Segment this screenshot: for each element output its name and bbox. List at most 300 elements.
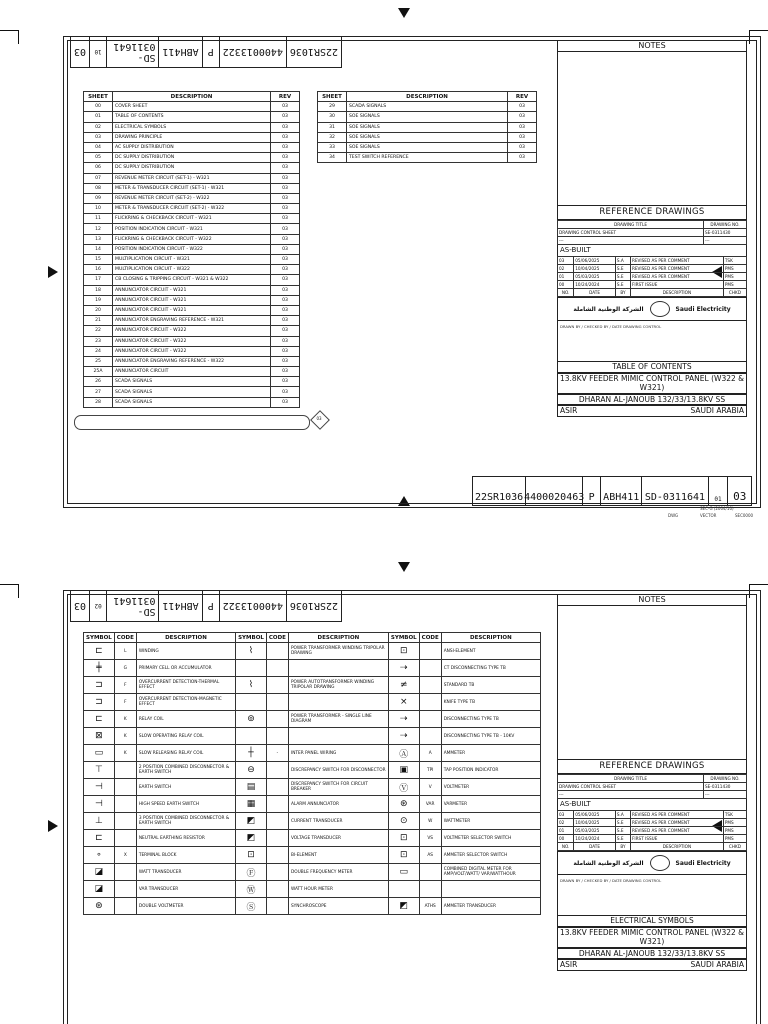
toc-sheet-no: 09 bbox=[84, 193, 113, 203]
toc-sheet-no: 16 bbox=[84, 265, 113, 275]
toc-row bbox=[84, 183, 300, 193]
symbol-description: HIGH SPEED EARTH SWITCH bbox=[136, 796, 235, 813]
toc-rev: 03 bbox=[271, 285, 300, 295]
toc-description: SCADA SIGNALS bbox=[113, 377, 271, 387]
revision-header: NO. bbox=[558, 289, 574, 297]
symbol-description: POWER TRANSFORMER - SINGLE LINE DIAGRAM bbox=[288, 711, 388, 728]
revision-header: CHKD bbox=[723, 843, 746, 851]
symbol-code: VAR bbox=[419, 796, 441, 813]
revision-row bbox=[558, 273, 747, 281]
country: SAUDI ARABIA bbox=[690, 406, 744, 415]
reference-drawings-table bbox=[557, 220, 747, 245]
toc-description: REVENUE METER CIRCUIT (SET-2) - W322 bbox=[113, 193, 271, 203]
symbol-glyph-icon bbox=[236, 728, 267, 745]
symbol-row bbox=[84, 762, 541, 779]
toc-rev: 03 bbox=[271, 356, 300, 366]
toc-rev: 03 bbox=[271, 224, 300, 234]
symbol-row bbox=[84, 745, 541, 762]
company-logo-icon bbox=[650, 855, 670, 871]
revision-cell: 01 bbox=[558, 827, 574, 835]
toc-sheet-no: 33 bbox=[318, 142, 347, 152]
symbol-description: AMMETER SELECTOR SWITCH bbox=[441, 847, 540, 864]
sheet-title: ELECTRICAL SYMBOLS bbox=[557, 915, 747, 927]
symbol-description: DISCONNECTING TYPE TB - 10KV bbox=[441, 728, 540, 745]
symbol-description: DISCONNECTING TYPE TB bbox=[441, 711, 540, 728]
toc-sheet-no: 25 bbox=[84, 356, 113, 366]
revision-cell: PMS bbox=[723, 281, 746, 289]
revision-cell: PMS bbox=[723, 835, 746, 843]
crop-mark bbox=[18, 584, 19, 598]
symbol-glyph-icon: ≠ bbox=[388, 677, 419, 694]
symbol-code bbox=[114, 796, 136, 813]
toc-sheet-no: 23 bbox=[84, 336, 113, 346]
col-code: CODE bbox=[266, 633, 288, 643]
strip-sheet: 02 bbox=[90, 591, 107, 621]
symbol-glyph-icon: ⊡ bbox=[388, 830, 419, 847]
revision-cell: S.E bbox=[615, 265, 630, 273]
revision-header: NO. bbox=[558, 843, 574, 851]
toc-sheet-no: 30 bbox=[318, 112, 347, 122]
footer-code: DWG bbox=[668, 513, 679, 518]
revision-cell: FIRST ISSUE bbox=[630, 281, 723, 289]
toc-row bbox=[84, 112, 300, 122]
company-english-name: Saudi Electricity bbox=[675, 305, 731, 313]
toc-row bbox=[84, 132, 300, 142]
ref-col-title: DRAWING TITLE bbox=[558, 775, 704, 783]
symbol-glyph-icon: ▭ bbox=[388, 864, 419, 881]
revision-cell: 00 bbox=[558, 281, 574, 289]
revision-cell: S.E bbox=[615, 819, 630, 827]
symbol-description: POWER AUTOTRANSFORMER WINDING TRIPOLAR DRAWING bbox=[288, 677, 388, 694]
symbol-row bbox=[84, 779, 541, 796]
strip-section: P bbox=[203, 591, 220, 621]
symbol-code bbox=[419, 660, 441, 677]
symbol-code bbox=[419, 864, 441, 881]
revision-cell: REVISED AS PER COMMENT bbox=[630, 257, 723, 265]
symbol-row bbox=[84, 813, 541, 830]
crop-mark bbox=[0, 584, 18, 585]
toc-row bbox=[84, 142, 300, 152]
toc-description: SOE SIGNALS bbox=[347, 132, 508, 142]
region: ASIR bbox=[560, 406, 578, 415]
strip-section: P bbox=[203, 37, 220, 67]
revision-cell: PMS bbox=[723, 819, 746, 827]
symbol-row bbox=[84, 711, 541, 728]
bottom-drawing-no: SD-0311641 bbox=[641, 477, 707, 505]
bottom-section: P bbox=[582, 477, 600, 505]
col-symbol: SYMBOL bbox=[84, 633, 115, 643]
revision-cell: S.E bbox=[615, 273, 630, 281]
revision-cell: 02 bbox=[558, 265, 574, 273]
symbol-description: 2 POSITION COMBINED DISCONNECTOR & EARTH SWITCH bbox=[136, 762, 235, 779]
toc-rev: 03 bbox=[271, 132, 300, 142]
region: ASIR bbox=[560, 960, 578, 969]
symbol-glyph-icon: ∘ bbox=[84, 847, 115, 864]
toc-description: ANNUNCIATOR CIRCUIT - W321 bbox=[113, 285, 271, 295]
toc-row bbox=[84, 204, 300, 214]
toc-description: SCADA SIGNALS bbox=[113, 387, 271, 397]
toc-sheet-no: 27 bbox=[84, 387, 113, 397]
symbol-code bbox=[114, 898, 136, 915]
symbol-description: CURRENT TRANSDUCER bbox=[288, 813, 388, 830]
symbol-glyph-icon: Ⓦ bbox=[236, 881, 267, 898]
revision-cell: 10/24/2024 bbox=[574, 835, 616, 843]
toc-rev: 03 bbox=[508, 142, 537, 152]
location-title: DHARAN AL-JANOUB 132/33/13.8KV SS bbox=[557, 394, 747, 406]
symbol-glyph-icon: ◩ bbox=[236, 813, 267, 830]
toc-sheet-no: 13 bbox=[84, 234, 113, 244]
col-rev: REV bbox=[508, 92, 537, 102]
toc-rev: 03 bbox=[508, 102, 537, 112]
revision-cell: 05/06/2025 bbox=[574, 257, 616, 265]
symbol-description: EARTH SWITCH bbox=[136, 779, 235, 796]
symbol-description: SYNCHROSCOPE bbox=[288, 898, 388, 915]
symbol-code bbox=[266, 881, 288, 898]
toc-description: ELECTRICAL SYMBOLS bbox=[113, 122, 271, 132]
as-built-label: AS-BUILT bbox=[557, 799, 747, 810]
toc-row bbox=[84, 224, 300, 234]
toc-description: ANNUNCIATOR CIRCUIT - W321 bbox=[113, 295, 271, 305]
revision-header: DATE bbox=[574, 843, 616, 851]
notes-area bbox=[557, 52, 747, 205]
toc-description: SOE SIGNALS bbox=[347, 112, 508, 122]
toc-row bbox=[84, 397, 300, 407]
revision-row bbox=[558, 835, 747, 843]
toc-sheet-no: 20 bbox=[84, 305, 113, 315]
symbol-code: K bbox=[114, 711, 136, 728]
bottom-rev: 03 bbox=[727, 477, 751, 505]
symbol-code bbox=[419, 694, 441, 711]
symbol-glyph-icon: ┼ bbox=[236, 745, 267, 762]
toc-sheet-no: 06 bbox=[84, 163, 113, 173]
ref-title: --- bbox=[558, 791, 704, 799]
col-code: CODE bbox=[114, 633, 136, 643]
crop-mark bbox=[750, 30, 768, 31]
symbol-glyph-icon bbox=[388, 881, 419, 898]
center-arrow-icon bbox=[398, 8, 410, 18]
toc-rev: 03 bbox=[271, 346, 300, 356]
symbol-row bbox=[84, 660, 541, 677]
ref-col-title: DRAWING TITLE bbox=[558, 221, 704, 229]
revision-row bbox=[558, 811, 747, 819]
toc-description: METER & TRANSDUCER CIRCUIT (SET-1) - W321 bbox=[113, 183, 271, 193]
company-logo-icon bbox=[650, 301, 670, 317]
revision-cell: 10/04/2025 bbox=[574, 265, 616, 273]
toc-row bbox=[84, 173, 300, 183]
toc-description: TEST SWITCH REFERENCE bbox=[347, 153, 508, 163]
bottom-contract: 4400020463 bbox=[525, 477, 582, 505]
symbol-description: WINDING bbox=[136, 643, 235, 660]
toc-sheet-no: 24 bbox=[84, 346, 113, 356]
symbol-code bbox=[114, 881, 136, 898]
symbol-glyph-icon: ⊛ bbox=[388, 796, 419, 813]
toc-sheet-no: 10 bbox=[84, 204, 113, 214]
toc-row bbox=[84, 377, 300, 387]
toc-rev: 03 bbox=[271, 295, 300, 305]
revision-row bbox=[558, 265, 747, 273]
revision-cell: PMS bbox=[723, 827, 746, 835]
revision-cell: REVISED AS PER COMMENT bbox=[630, 819, 723, 827]
region-row bbox=[557, 959, 747, 971]
col-description: DESCRIPTION bbox=[136, 633, 235, 643]
symbol-row bbox=[84, 898, 541, 915]
strip-contract: 4400013322 bbox=[220, 591, 287, 621]
ref-no: --- bbox=[704, 237, 747, 245]
toc-row bbox=[84, 316, 300, 326]
toc-row bbox=[84, 356, 300, 366]
symbol-glyph-icon: ⊣ bbox=[84, 796, 115, 813]
symbol-glyph-icon: ⌇ bbox=[236, 677, 267, 694]
symbol-description: NEUTRAL EARTHING RESISTOR bbox=[136, 830, 235, 847]
symbol-code: K bbox=[114, 728, 136, 745]
toc-row bbox=[84, 122, 300, 132]
toc-row bbox=[318, 112, 537, 122]
revision-cell: PMS bbox=[723, 265, 746, 273]
symbol-code: AS bbox=[419, 847, 441, 864]
symbol-code bbox=[419, 881, 441, 898]
revision-cell: S.E bbox=[615, 835, 630, 843]
symbol-code bbox=[266, 813, 288, 830]
symbol-glyph-icon: ⊙ bbox=[388, 813, 419, 830]
symbol-glyph-icon: ⊏ bbox=[84, 643, 115, 660]
symbol-glyph-icon: × bbox=[388, 694, 419, 711]
symbol-glyph-icon: Ⓐ bbox=[388, 745, 419, 762]
toc-row bbox=[84, 305, 300, 315]
company-block bbox=[557, 851, 747, 875]
col-rev: REV bbox=[271, 92, 300, 102]
toc-sheet-no: 14 bbox=[84, 244, 113, 254]
toc-rev: 03 bbox=[271, 173, 300, 183]
revision-cell: 00 bbox=[558, 835, 574, 843]
toc-row bbox=[318, 122, 537, 132]
symbol-description: TERMINAL BLOCK bbox=[136, 847, 235, 864]
symbol-code bbox=[114, 779, 136, 796]
revision-cell: TSK bbox=[723, 257, 746, 265]
revision-header-row bbox=[558, 843, 747, 851]
symbol-code bbox=[114, 813, 136, 830]
footer-code: SEC-G (2004/10) bbox=[700, 506, 734, 511]
center-arrow-icon bbox=[48, 820, 58, 832]
symbol-description: TAP POSITION INDICATOR bbox=[441, 762, 540, 779]
toc-description: ANNUNCIATOR CIRCUIT - W322 bbox=[113, 326, 271, 336]
strip-plant: ABH411 bbox=[159, 591, 202, 621]
symbol-glyph-icon: ⊡ bbox=[236, 847, 267, 864]
toc-description: SOE SIGNALS bbox=[347, 122, 508, 132]
toc-sheet-no: 01 bbox=[84, 112, 113, 122]
symbol-glyph-icon: ⊣ bbox=[84, 779, 115, 796]
strip-job-order: 22SR1036 bbox=[289, 46, 338, 58]
toc-rev: 03 bbox=[271, 255, 300, 265]
symbol-description: DOUBLE FREQUENCY METER bbox=[288, 864, 388, 881]
toc-rev: 03 bbox=[508, 122, 537, 132]
revision-cell: S.A bbox=[615, 257, 630, 265]
toc-description: COVER SHEET bbox=[113, 102, 271, 112]
symbol-description: PRIMARY CELL OR ACCUMULATOR bbox=[136, 660, 235, 677]
toc-description: SCADA SIGNALS bbox=[113, 397, 271, 407]
toc-rev: 03 bbox=[271, 316, 300, 326]
center-arrow-icon bbox=[48, 266, 58, 278]
notes-heading: NOTES bbox=[557, 594, 747, 606]
col-sheet: SHEET bbox=[84, 92, 113, 102]
symbol-glyph-icon: ◪ bbox=[84, 881, 115, 898]
toc-description: SOE SIGNALS bbox=[347, 142, 508, 152]
toc-rev: 03 bbox=[271, 367, 300, 377]
symbol-code: VS bbox=[419, 830, 441, 847]
revision-table bbox=[557, 810, 747, 851]
toc-rev: 03 bbox=[508, 132, 537, 142]
toc-description: POSITION INDICATION CIRCUIT - W322 bbox=[113, 244, 271, 254]
strip-plant: ABH411 bbox=[159, 37, 202, 67]
col-description: DESCRIPTION bbox=[113, 92, 271, 102]
symbol-description: OVERCURRENT DETECTION-MAGNETIC EFFECT bbox=[136, 694, 235, 711]
toc-rev: 03 bbox=[271, 397, 300, 407]
revision-cell: S.E bbox=[615, 281, 630, 289]
symbol-glyph-icon: ▭ bbox=[84, 745, 115, 762]
toc-row bbox=[318, 132, 537, 142]
symbol-description: AMMETER bbox=[441, 745, 540, 762]
symbol-code bbox=[266, 830, 288, 847]
symbol-description: VOLTAGE TRANSDUCER bbox=[288, 830, 388, 847]
symbol-glyph-icon: ⇢ bbox=[388, 728, 419, 745]
title-block bbox=[557, 594, 747, 971]
symbol-glyph-icon: ⊠ bbox=[84, 728, 115, 745]
symbol-glyph-icon: ⊛ bbox=[84, 898, 115, 915]
toc-sheet-no: 22 bbox=[84, 326, 113, 336]
symbol-glyph-icon: ⊏ bbox=[84, 711, 115, 728]
toc-row bbox=[84, 346, 300, 356]
symbol-code bbox=[419, 643, 441, 660]
region-row bbox=[557, 405, 747, 417]
revision-header: DESCRIPTION bbox=[630, 843, 723, 851]
symbol-code: F bbox=[114, 694, 136, 711]
symbol-description: KNIFE TYPE TB bbox=[441, 694, 540, 711]
toc-description: CB CLOSING & TRIPPING CIRCUIT - W321 & W322 bbox=[113, 275, 271, 285]
revision-header-row bbox=[558, 289, 747, 297]
symbol-glyph-icon: ◩ bbox=[236, 830, 267, 847]
symbol-description: SLOW OPERATING RELAY COIL bbox=[136, 728, 235, 745]
symbol-code bbox=[266, 643, 288, 660]
symbol-glyph-icon: ◪ bbox=[84, 864, 115, 881]
revision-header: DESCRIPTION bbox=[630, 289, 723, 297]
symbol-glyph-icon: ╪ bbox=[84, 660, 115, 677]
toc-sheet-no: 28 bbox=[84, 397, 113, 407]
revision-row bbox=[558, 257, 747, 265]
toc-row bbox=[84, 214, 300, 224]
toc-rev: 03 bbox=[271, 305, 300, 315]
symbol-glyph-icon: ⌇ bbox=[236, 643, 267, 660]
symbol-code bbox=[266, 677, 288, 694]
revision-row bbox=[558, 819, 747, 827]
toc-sheet-no: 25A bbox=[84, 367, 113, 377]
symbol-code bbox=[266, 847, 288, 864]
symbol-row bbox=[84, 694, 541, 711]
symbol-row bbox=[84, 864, 541, 881]
col-code: CODE bbox=[419, 633, 441, 643]
toc-description: ANNUNCIATOR CIRCUIT - W321 bbox=[113, 305, 271, 315]
symbol-row bbox=[84, 847, 541, 864]
symbol-description: OVERCURRENT DETECTION-THERMAL EFFECT bbox=[136, 677, 235, 694]
toc-sheet-no: 05 bbox=[84, 153, 113, 163]
revision-cell: 10/04/2025 bbox=[574, 819, 616, 827]
symbol-glyph-icon: ▦ bbox=[236, 796, 267, 813]
symbol-glyph-icon: Ⓕ bbox=[236, 864, 267, 881]
toc-description: FLICKRING & CHECKBACK CIRCUIT - W322 bbox=[113, 234, 271, 244]
col-description: DESCRIPTION bbox=[288, 633, 388, 643]
as-built-label: AS-BUILT bbox=[557, 245, 747, 256]
ref-title: DRAWING CONTROL SHEET bbox=[558, 229, 704, 237]
symbol-description: DISCREPANCY SWITCH FOR DISCONNECTOR bbox=[288, 762, 388, 779]
symbol-description bbox=[441, 881, 540, 898]
revision-row bbox=[558, 281, 747, 289]
crop-mark bbox=[0, 30, 18, 31]
symbol-glyph-icon: ⊤ bbox=[84, 762, 115, 779]
panel-title: 13.8KV FEEDER MIMIC CONTROL PANEL (W322 & W321) bbox=[557, 927, 747, 948]
toc-row bbox=[84, 193, 300, 203]
symbol-code bbox=[266, 660, 288, 677]
symbol-code bbox=[266, 864, 288, 881]
col-symbol: SYMBOL bbox=[388, 633, 419, 643]
symbol-description: BI-ELEMENT bbox=[288, 847, 388, 864]
toc-row bbox=[84, 295, 300, 305]
symbol-code bbox=[419, 711, 441, 728]
company-arabic-name: الشركة الوطنية الشاملة bbox=[573, 859, 644, 867]
symbol-code: G bbox=[114, 660, 136, 677]
revision-cell: 10/24/2024 bbox=[574, 281, 616, 289]
toc-description: ANNUNCIATOR CIRCUIT - W322 bbox=[113, 346, 271, 356]
revision-cell: 03 bbox=[558, 811, 574, 819]
revision-cell: 05/03/2025 bbox=[574, 273, 616, 281]
symbol-row bbox=[84, 728, 541, 745]
revision-cell: 01 bbox=[558, 273, 574, 281]
toc-sheet-no: 11 bbox=[84, 214, 113, 224]
company-english-name: Saudi Electricity bbox=[675, 859, 731, 867]
revision-row bbox=[558, 827, 747, 835]
strip-drawing-no: SD-0311641 bbox=[107, 37, 159, 67]
symbol-glyph-icon: ⊖ bbox=[236, 762, 267, 779]
company-arabic-name: الشركة الوطنية الشاملة bbox=[573, 305, 644, 313]
toc-row bbox=[84, 326, 300, 336]
toc-sheet-no: 34 bbox=[318, 153, 347, 163]
crop-mark bbox=[750, 584, 768, 585]
toc-sheet-no: 08 bbox=[84, 183, 113, 193]
strip-contract: 4400013322 bbox=[220, 37, 287, 67]
toc-description: ANNUNCIATOR CIRCUIT - W322 bbox=[113, 336, 271, 346]
toc-rev: 03 bbox=[271, 234, 300, 244]
strip-drawing-no: SD-0311641 bbox=[107, 591, 159, 621]
toc-sheet-no: 29 bbox=[318, 102, 347, 112]
revision-tag: 03 bbox=[316, 416, 322, 421]
symbol-description: CT DISCONNECTING TYPE TB bbox=[441, 660, 540, 677]
strip-job-order: 22SR1036 bbox=[289, 600, 338, 612]
toc-row bbox=[318, 142, 537, 152]
symbol-glyph-icon: Ⓥ bbox=[388, 779, 419, 796]
toc-sheet-no: 31 bbox=[318, 122, 347, 132]
toc-row bbox=[318, 153, 537, 163]
bottom-sheet: 01 bbox=[708, 477, 728, 505]
strip-rev: 03 bbox=[71, 591, 90, 621]
title-strip bbox=[70, 590, 342, 622]
toc-sheet-no: 07 bbox=[84, 173, 113, 183]
symbol-code bbox=[266, 694, 288, 711]
col-sheet: SHEET bbox=[318, 92, 347, 102]
revision-cell: REVISED AS PER COMMENT bbox=[630, 273, 723, 281]
symbol-description: STANDARD TB bbox=[441, 677, 540, 694]
symbols-table bbox=[83, 632, 541, 915]
symbol-code bbox=[266, 898, 288, 915]
symbol-glyph-icon: ⊥ bbox=[84, 813, 115, 830]
toc-table-left bbox=[83, 91, 300, 408]
symbol-code: A bbox=[419, 745, 441, 762]
